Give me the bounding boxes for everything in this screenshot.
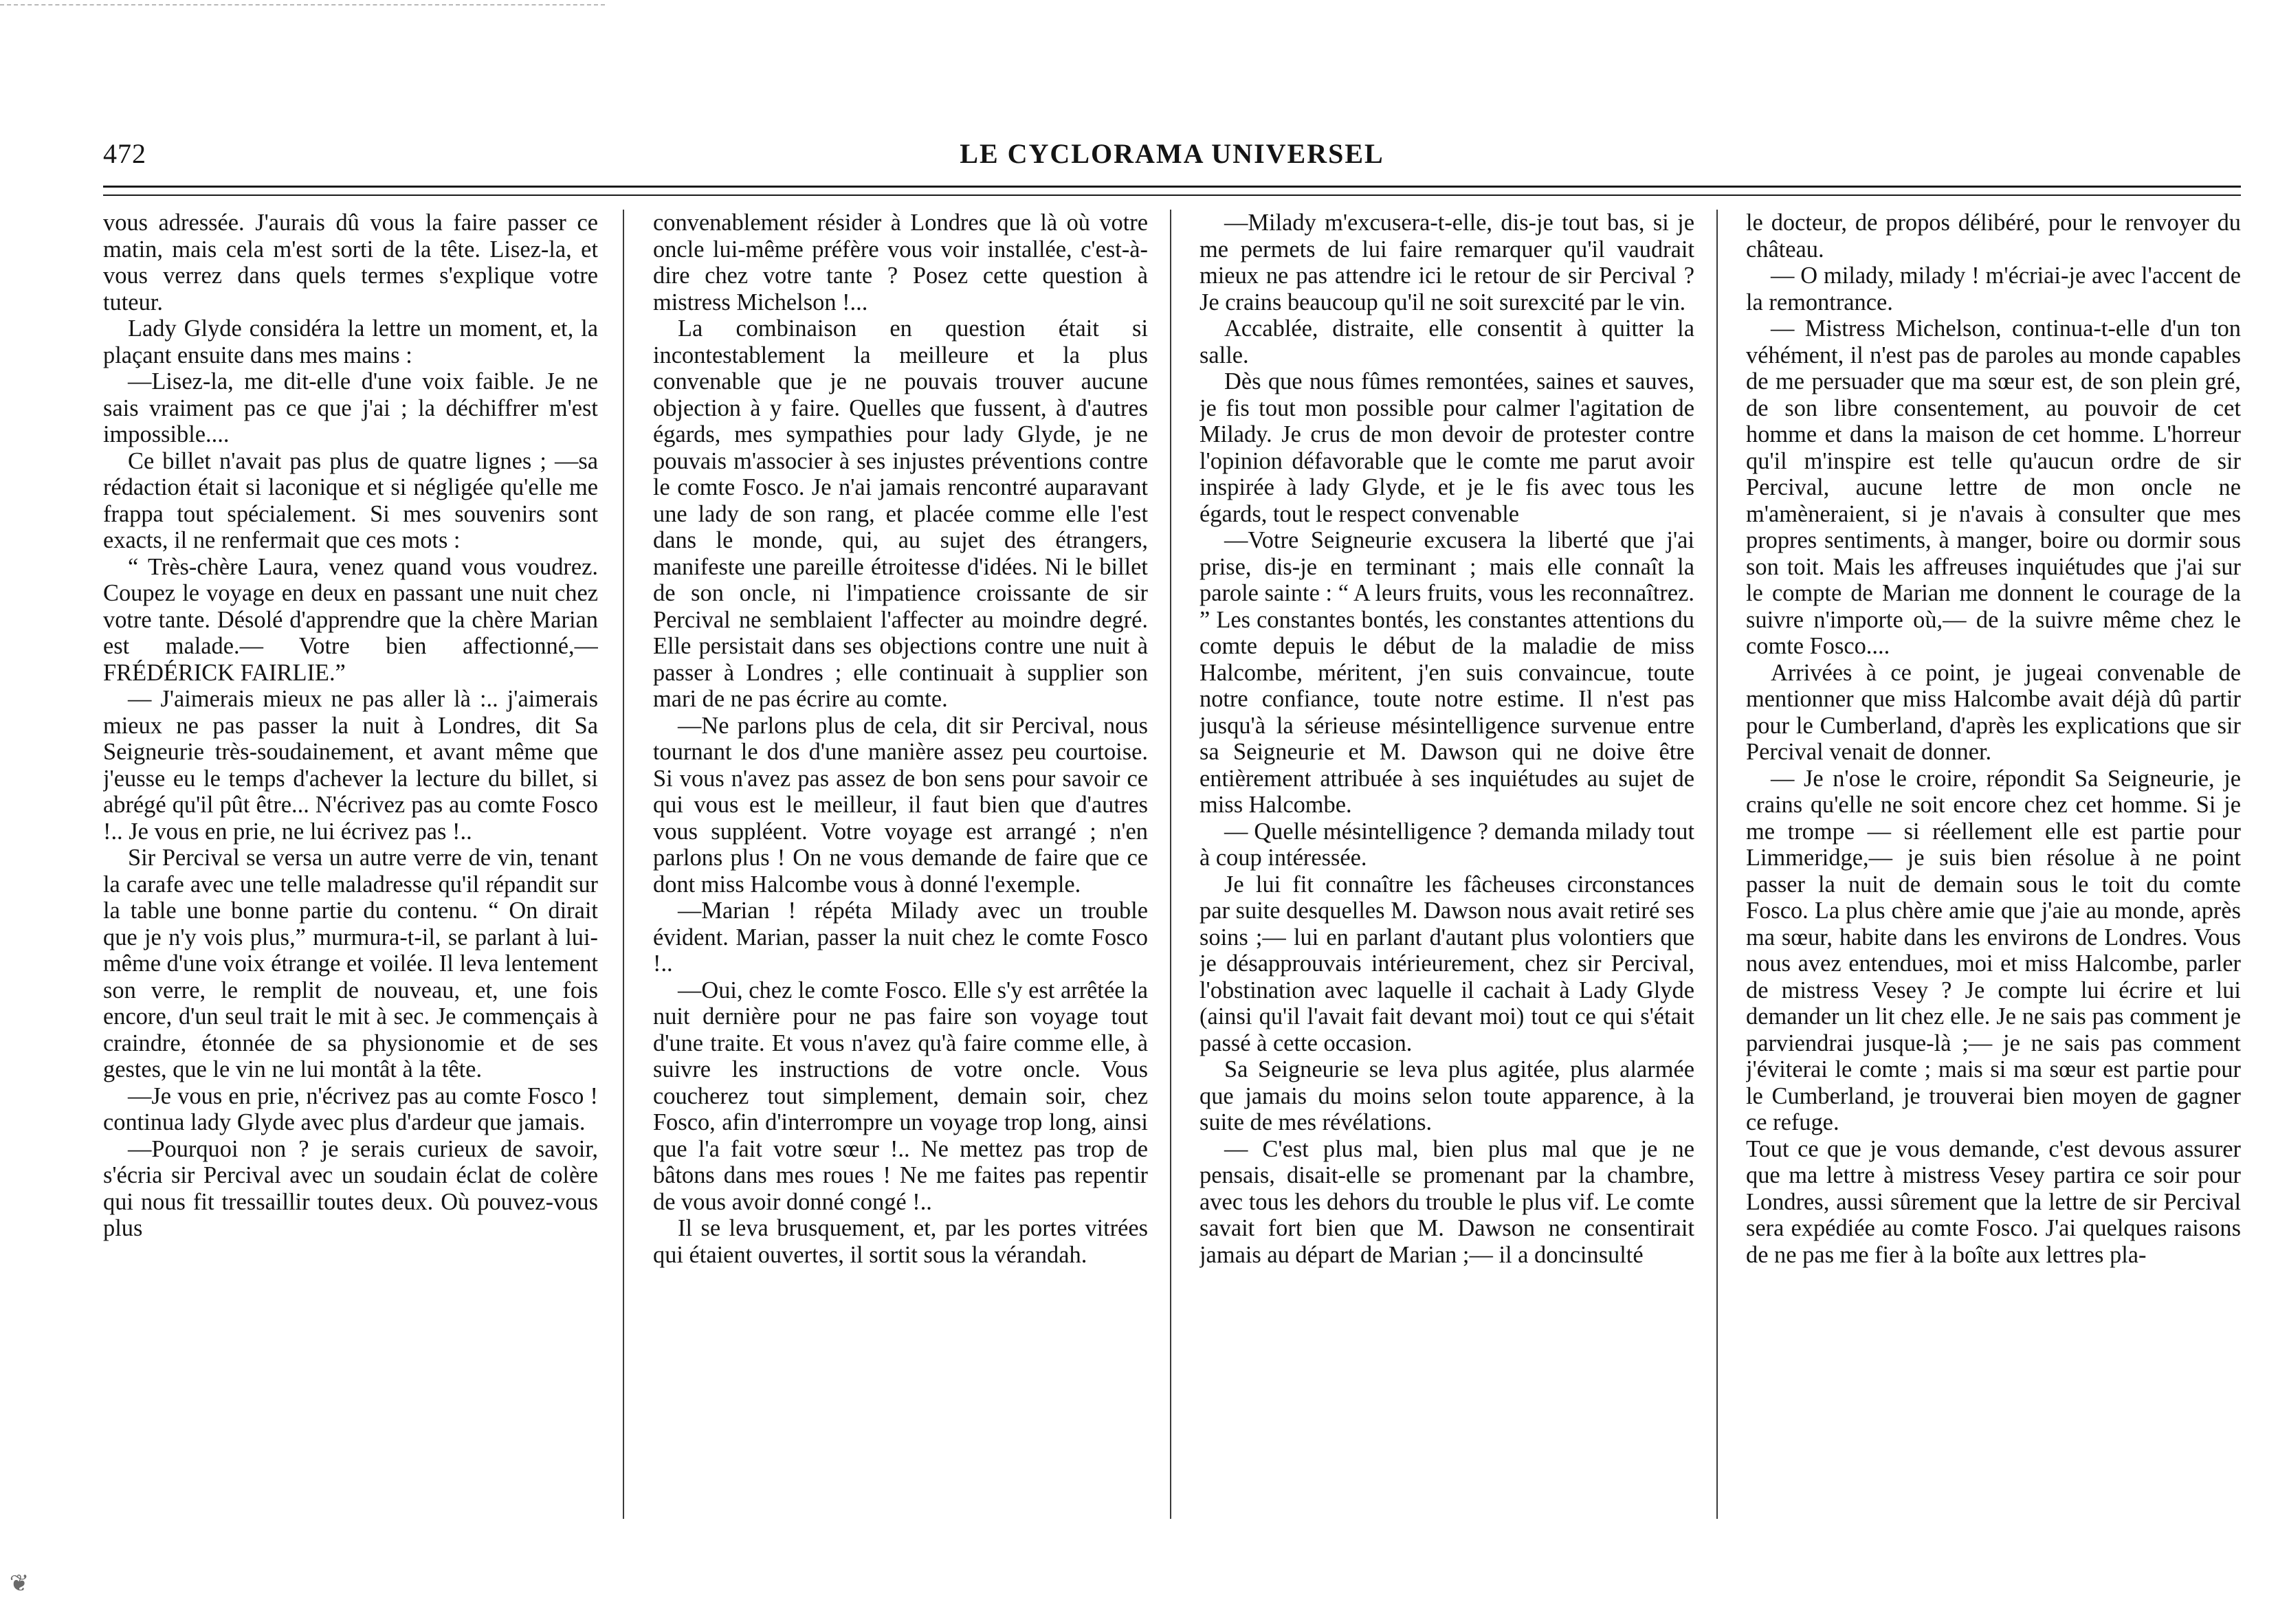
ornament-icon: ❦ (9, 1571, 30, 1597)
paragraph: “ Très-chère Laura, venez quand vous voudrez. Coupez le voyage en deux en passant une nuit chez votre tante. Désolé d'apprendre que la chère Marian est malade.— Votre bien affectionné,— FRÉDÉRICK FAIRLIE.” (103, 553, 598, 686)
text-column-4 (1746, 210, 2241, 1522)
paragraph: Sir Percival se versa un autre verre de vin, tenant la carafe avec une telle maladresse qu'il répandit sur la table une bonne partie du contenu. “ On dirait que je n'y vois plus,” murmura-t-il, se parlant à lui-même d'une voix étrange et voilée. Il leva lentement son verre, le remplit de nouveau, et, une fois encore, d'un seul trait le mit à sec. Je commençais à craindre, étonnée de sa physionomie et de ses gestes, que le vin ne lui montât à la tête. (103, 845, 598, 1082)
paragraph: vous adressée. J'aurais dû vous la faire passer ce matin, mais cela m'est sorti de la tête. Lisez-la, et vous verrez dans quels termes s'explique votre tuteur. (103, 210, 598, 315)
paragraph: Tout ce que je vous demande, c'est devous assurer que ma lettre à mistress Vesey partira ce soir pour Londres, aussi sûrement que la lettre de sir Percival sera expédiée au comte Fosco. J'ai quelques raisons de ne pas me fier à la boîte aux lettres pla- (1746, 1135, 2241, 1268)
text-column-1 (103, 210, 598, 1522)
paragraph: — C'est plus mal, bien plus mal que je ne pensais, disait-elle se promenant par la chambre, avec tous les dehors du trouble le plus vif. Le comte savait fort bien que M. Dawson ne consentirait jamais au départ de Marian ;— il a doncinsulté (1199, 1135, 1694, 1268)
paragraph: — J'aimerais mieux ne pas aller là :.. j'aimerais mieux ne pas passer la nuit à Londres, dit Sa Seigneurie très-soudainement, et avant même que j'eusse eu le temps d'achever la lecture du billet, si abrégé qu'il pût être... N'écrivez pas au comte Fosco !.. Je vous en prie, ne lui écrivez pas !.. (103, 686, 598, 845)
text-column-2 (653, 210, 1148, 1522)
paragraph: Lady Glyde considéra la lettre un moment, et, la plaçant ensuite dans mes mains : (103, 315, 598, 368)
paragraph: —Lisez-la, me dit-elle d'une voix faible. Je ne sais vraiment pas ce que j'ai ; la déchiffrer m'est impossible.... (103, 368, 598, 447)
column-divider (1170, 210, 1171, 1519)
paragraph: convenablement résider à Londres que là où votre oncle lui-même préfère vous voir installée, c'est-à-dire chez votre tante ? Posez cette question à mistress Michelson !... (653, 210, 1148, 315)
paragraph: —Je vous en prie, n'écrivez pas au comte Fosco ! continua lady Glyde avec plus d'ardeur que jamais. (103, 1082, 598, 1135)
paragraph: Ce billet n'avait pas plus de quatre lignes ; —sa rédaction était si laconique et si négligée qu'elle me frappa tout spécialement. Si mes souvenirs sont exacts, il ne renfermait que ces mots : (103, 447, 598, 553)
paragraph: — Je n'ose le croire, répondit Sa Seigneurie, je crains qu'elle ne soit encore chez cet homme. Si je me trompe — si réellement elle est partie pour Limmeridge,— je suis bien résolue à ne point passer la nuit de demain sous le toit du comte Fosco. La plus chère amie que j'aie au monde, après ma sœur, habite dans les environs de Londres. Vous nous avez entendues, moi et miss Halcombe, parler de mistress Vesey ? Je compte lui écrire et lui demander un lit chez elle. Je ne sais pas comment je parviendrai jusque-là ;— je ne sais pas comment j'éviterai le comte ; mais si ma sœur est partie pour le Cumberland, je trouverai bien moyen de gagner ce refuge. (1746, 765, 2241, 1135)
paragraph: Sa Seigneurie se leva plus agitée, plus alarmée que jamais du moins selon toute apparence, à la suite de mes révélations. (1199, 1056, 1694, 1135)
paragraph: — Mistress Michelson, continua-t-elle d'un ton véhément, il n'est pas de paroles au monde capables de me persuader que ma sœur est, de son plein gré, de son libre consentement, au pouvoir de cet homme et dans la maison de cet homme. L'horreur qu'il m'inspire est telle qu'aucun ordre de sir Percival, aucune lettre de mon oncle ne m'amèneraient, si je n'avais à consulter que mes propres sentiments, à manger, boire ou dormir sous son toit. Mais les affreuses inquiétudes que j'ai sur le compte de Marian me donnent le courage de la suivre n'importe où,— de la suivre même chez le comte Fosco.... (1746, 315, 2241, 659)
paragraph: Accablée, distraite, elle consentit à quitter la salle. (1199, 315, 1694, 368)
paragraph: — O milady, milady ! m'écriai-je avec l'accent de la remontrance. (1746, 263, 2241, 315)
column-divider (623, 210, 624, 1519)
header-double-rule (103, 186, 2241, 196)
running-title: LE CYCLORAMA UNIVERSEL (960, 138, 1384, 169)
page-header (103, 137, 2241, 179)
column-divider (1716, 210, 1718, 1519)
paragraph: Arrivées à ce point, je jugeai convenable de mentionner que miss Halcombe avait déjà dû partir pour le Cumberland, d'après les explications que sir Percival venait de donner. (1746, 659, 2241, 765)
paragraph: —Votre Seigneurie excusera la liberté que j'ai prise, dis-je en terminant ; mais elle connaît la parole sainte : “ A leurs fruits, vous les reconnaîtrez. ” Les constantes bontés, les constantes attentions du comte depuis le début de la maladie de miss Halcombe, méritent, j'en suis convaincue, toute notre confiance, toute notre estime. Il n'est pas jusqu'à la sérieuse mésintelligence survenue entre sa Seigneurie et M. Dawson qui ne doive être entièrement attribuée à ses inquiétudes au sujet de miss Halcombe. (1199, 527, 1694, 818)
paragraph: La combinaison en question était si incontestablement la meilleure et la plus convenable que je ne pouvais trouver aucune objection à y faire. Quelles que fussent, à d'autres égards, mes sympathies pour lady Glyde, je ne pouvais m'associer à ses injustes préventions contre le comte Fosco. Je n'ai jamais rencontré auparavant une lady de son rang, et placée comme elle l'est dans le monde, qui, au sujet des étrangers, manifeste une pareille étroitesse d'idées. Ni le billet de son oncle, ni l'impatience croissante de sir Percival ne semblaient l'affecter au moindre degré. Elle persistait dans ses objections contre une nuit à passer à Londres ; elle continuait à supplier son mari de ne pas écrire au comte. (653, 315, 1148, 712)
paragraph: —Marian ! répéta Milady avec un trouble évident. Marian, passer la nuit chez le comte Fosco !.. (653, 898, 1148, 977)
paragraph: — Quelle mésintelligence ? demanda milady tout à coup intéressée. (1199, 818, 1694, 871)
text-column-3 (1199, 210, 1694, 1522)
paragraph: Dès que nous fûmes remontées, saines et sauves, je fis tout mon possible pour calmer l'agitation de Milady. Je crus de mon devoir de protester contre l'opinion défavorable que le comte me parut avoir inspirée à lady Glyde, et je le fis avec tous les égards, tout le respect convenable (1199, 368, 1694, 527)
top-edge-rule (0, 4, 605, 5)
paragraph: Je lui fit connaître les fâcheuses circonstances par suite desquelles M. Dawson nous avait retiré ses soins ;— lui en parlant d'autant plus volontiers que je désapprouvais intérieurement, chez sir Percival, l'obstination avec laquelle il cachait à Lady Glyde (ainsi qu'il l'avait fait devant moi) tout ce qui s'était passé à cette occasion. (1199, 871, 1694, 1056)
paragraph: Il se leva brusquement, et, par les portes vitrées qui étaient ouvertes, il sortit sous la vérandah. (653, 1215, 1148, 1268)
paragraph: —Pourquoi non ? je serais curieux de savoir, s'écria sir Percival avec un soudain éclat de colère qui nous fit tressaillir toutes deux. Où pouvez-vous plus (103, 1135, 598, 1241)
page-number: 472 (103, 138, 146, 169)
paragraph: le docteur, de propos délibéré, pour le renvoyer du château. (1746, 210, 2241, 263)
paragraph: —Milady m'excusera-t-elle, dis-je tout bas, si je me permets de lui faire remarquer qu'il vaudrait mieux ne pas attendre ici le retour de sir Percival ? Je crains beaucoup qu'il ne soit surexcité par le vin. (1199, 210, 1694, 315)
paragraph: —Oui, chez le comte Fosco. Elle s'y est arrêtée la nuit dernière pour ne pas faire son voyage tout d'une traite. Et vous n'avez qu'à faire comme elle, à suivre les instructions de votre oncle. Vous coucherez tout simplement, demain soir, chez Fosco, afin d'interrompre un voyage trop long, ainsi que l'a fait votre sœur !.. Ne mettez pas trop de bâtons dans mes roues ! Ne me faites pas repentir de vous avoir donné congé !.. (653, 977, 1148, 1215)
paragraph: —Ne parlons plus de cela, dit sir Percival, nous tournant le dos d'une manière assez peu courtoise. Si vous n'avez pas assez de bon sens pour savoir ce qui vous est le meilleur, il faut bien que d'autres vous suppléent. Votre voyage est arrangé ; n'en parlons plus ! On ne vous demande de faire que ce dont miss Halcombe vous à donné l'exemple. (653, 712, 1148, 898)
